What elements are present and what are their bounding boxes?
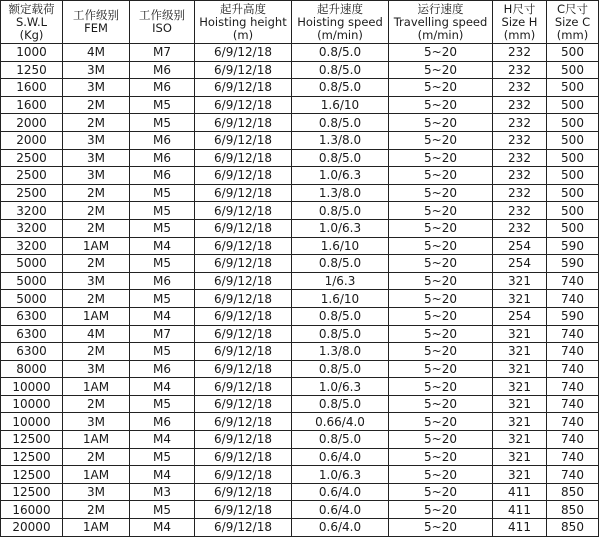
cell-fem: 1AM: [63, 378, 130, 396]
cell-swl: 3200: [1, 202, 63, 220]
cell-iso: M5: [130, 96, 195, 114]
cell-fem: 1AM: [63, 519, 130, 537]
table-row: [1, 360, 599, 378]
cell-size-c: 590: [547, 237, 599, 255]
cell-hoisting-height: 6/9/12/18: [195, 501, 292, 519]
cell-travelling-speed: 5~20: [389, 519, 493, 537]
cell-iso: M6: [130, 360, 195, 378]
cell-swl: 10000: [1, 413, 63, 431]
cell-fem: 3M: [63, 167, 130, 185]
cell-swl: 2000: [1, 131, 63, 149]
cell-swl: 20000: [1, 519, 63, 537]
cell-hoisting-speed: 1.3/8.0: [292, 131, 389, 149]
header-hoisting-height: [195, 1, 292, 44]
cell-swl: 12500: [1, 448, 63, 466]
cell-size-h: 254: [493, 307, 547, 325]
cell-fem: 4M: [63, 325, 130, 343]
cell-iso: M5: [130, 255, 195, 273]
header-hoisting-height-en: Hoisting height: [199, 14, 287, 29]
cell-hoisting-height: 6/9/12/18: [195, 237, 292, 255]
cell-iso: M5: [130, 290, 195, 308]
cell-hoisting-height: 6/9/12/18: [195, 360, 292, 378]
cell-size-c: 500: [547, 61, 599, 79]
cell-travelling-speed: 5~20: [389, 290, 493, 308]
cell-iso: M6: [130, 167, 195, 185]
cell-iso: M5: [130, 448, 195, 466]
cell-size-c: 500: [547, 131, 599, 149]
cell-fem: 3M: [63, 131, 130, 149]
cell-size-c: 590: [547, 307, 599, 325]
cell-fem: 2M: [63, 448, 130, 466]
cell-size-h: 321: [493, 360, 547, 378]
header-row: [1, 1, 599, 44]
cell-size-c: 500: [547, 202, 599, 220]
cell-hoisting-speed: 0.8/5.0: [292, 360, 389, 378]
header-swl-en: S.W.L: [15, 14, 48, 29]
cell-travelling-speed: 5~20: [389, 131, 493, 149]
cell-size-h: 232: [493, 219, 547, 237]
cell-fem: 3M: [63, 61, 130, 79]
cell-size-c: 740: [547, 466, 599, 484]
cell-fem: 4M: [63, 44, 130, 62]
cell-iso: M7: [130, 44, 195, 62]
header-travelling-speed-en: Travelling speed: [393, 14, 488, 29]
cell-size-h: 232: [493, 79, 547, 97]
cell-size-c: 590: [547, 255, 599, 273]
table-row: [1, 131, 599, 149]
cell-travelling-speed: 5~20: [389, 255, 493, 273]
cell-travelling-speed: 5~20: [389, 114, 493, 132]
cell-size-h: 232: [493, 114, 547, 132]
cell-iso: M4: [130, 519, 195, 537]
header-size-c-en: Size C: [554, 14, 591, 29]
cell-size-c: 500: [547, 79, 599, 97]
cell-travelling-speed: 5~20: [389, 272, 493, 290]
cell-swl: 1600: [1, 79, 63, 97]
table-row: [1, 378, 599, 396]
header-size-h: [493, 1, 547, 44]
table-row: [1, 44, 599, 62]
cell-size-h: 321: [493, 272, 547, 290]
cell-hoisting-height: 6/9/12/18: [195, 325, 292, 343]
cell-hoisting-speed: 0.8/5.0: [292, 202, 389, 220]
cell-size-h: 232: [493, 131, 547, 149]
cell-swl: 12500: [1, 431, 63, 449]
cell-iso: M5: [130, 501, 195, 519]
cell-size-h: 321: [493, 431, 547, 449]
cell-travelling-speed: 5~20: [389, 61, 493, 79]
cell-travelling-speed: 5~20: [389, 466, 493, 484]
cell-swl: 8000: [1, 360, 63, 378]
header-swl-cn: 额定载荷: [8, 1, 55, 16]
cell-hoisting-speed: 0.8/5.0: [292, 61, 389, 79]
table-row: [1, 395, 599, 413]
cell-iso: M4: [130, 307, 195, 325]
cell-size-c: 740: [547, 325, 599, 343]
cell-fem: 2M: [63, 184, 130, 202]
cell-swl: 2500: [1, 149, 63, 167]
cell-size-c: 740: [547, 378, 599, 396]
cell-hoisting-speed: 0.6/4.0: [292, 501, 389, 519]
cell-hoisting-height: 6/9/12/18: [195, 61, 292, 79]
cell-travelling-speed: 5~20: [389, 448, 493, 466]
cell-travelling-speed: 5~20: [389, 395, 493, 413]
cell-size-c: 740: [547, 272, 599, 290]
cell-size-h: 232: [493, 184, 547, 202]
cell-iso: M5: [130, 219, 195, 237]
cell-hoisting-height: 6/9/12/18: [195, 114, 292, 132]
header-hoisting-speed-en: Hoisting speed: [297, 14, 383, 29]
header-size-h-unit: (mm): [503, 27, 536, 42]
cell-travelling-speed: 5~20: [389, 202, 493, 220]
cell-travelling-speed: 5~20: [389, 501, 493, 519]
cell-size-c: 500: [547, 44, 599, 62]
cell-iso: M6: [130, 79, 195, 97]
cell-hoisting-height: 6/9/12/18: [195, 343, 292, 361]
header-hoisting-speed: [292, 1, 389, 44]
cell-travelling-speed: 5~20: [389, 431, 493, 449]
cell-swl: 10000: [1, 395, 63, 413]
cell-hoisting-speed: 0.6/4.0: [292, 448, 389, 466]
cell-hoisting-speed: 0.8/5.0: [292, 114, 389, 132]
cell-size-c: 500: [547, 184, 599, 202]
cell-hoisting-height: 6/9/12/18: [195, 44, 292, 62]
cell-iso: M6: [130, 413, 195, 431]
cell-swl: 3200: [1, 219, 63, 237]
cell-swl: 5000: [1, 272, 63, 290]
table-row: [1, 501, 599, 519]
header-size-c: [547, 1, 599, 44]
table-row: [1, 61, 599, 79]
cell-swl: 2000: [1, 114, 63, 132]
cell-size-h: 411: [493, 519, 547, 537]
cell-hoisting-speed: 0.8/5.0: [292, 79, 389, 97]
table-row: [1, 413, 599, 431]
cell-size-h: 254: [493, 255, 547, 273]
cell-size-c: 740: [547, 360, 599, 378]
cell-size-h: 321: [493, 448, 547, 466]
cell-iso: M6: [130, 61, 195, 79]
cell-fem: 2M: [63, 114, 130, 132]
cell-travelling-speed: 5~20: [389, 219, 493, 237]
cell-fem: 2M: [63, 395, 130, 413]
cell-travelling-speed: 5~20: [389, 149, 493, 167]
header-size-h-cn: H尺寸: [503, 1, 536, 16]
table-row: [1, 343, 599, 361]
table-row: [1, 307, 599, 325]
cell-size-c: 740: [547, 290, 599, 308]
cell-hoisting-speed: 0.8/5.0: [292, 149, 389, 167]
cell-hoisting-speed: 0.6/4.0: [292, 483, 389, 501]
cell-iso: M4: [130, 378, 195, 396]
header-hoisting-speed-unit: (m/min): [317, 27, 363, 42]
cell-swl: 2500: [1, 184, 63, 202]
cell-swl: 1600: [1, 96, 63, 114]
cell-swl: 5000: [1, 255, 63, 273]
cell-size-c: 850: [547, 483, 599, 501]
cell-iso: M5: [130, 114, 195, 132]
cell-swl: 12500: [1, 483, 63, 501]
cell-size-h: 232: [493, 44, 547, 62]
cell-hoisting-speed: 1.0/6.3: [292, 378, 389, 396]
cell-hoisting-speed: 0.8/5.0: [292, 255, 389, 273]
table-row: [1, 114, 599, 132]
cell-fem: 3M: [63, 483, 130, 501]
cell-hoisting-speed: 1.0/6.3: [292, 219, 389, 237]
header-swl-unit: (Kg): [19, 27, 44, 42]
cell-hoisting-speed: 1/6.3: [292, 272, 389, 290]
cell-travelling-speed: 5~20: [389, 237, 493, 255]
cell-swl: 1250: [1, 61, 63, 79]
cell-hoisting-height: 6/9/12/18: [195, 202, 292, 220]
cell-travelling-speed: 5~20: [389, 483, 493, 501]
cell-hoisting-speed: 1.3/8.0: [292, 184, 389, 202]
cell-size-c: 500: [547, 114, 599, 132]
cell-hoisting-speed: 1.0/6.3: [292, 466, 389, 484]
cell-travelling-speed: 5~20: [389, 307, 493, 325]
header-travelling-speed-unit: (m/min): [417, 27, 464, 42]
cell-size-c: 740: [547, 395, 599, 413]
cell-size-h: 321: [493, 395, 547, 413]
cell-size-c: 500: [547, 96, 599, 114]
cell-size-c: 740: [547, 431, 599, 449]
cell-fem: 3M: [63, 272, 130, 290]
cell-size-h: 254: [493, 237, 547, 255]
cell-fem: 2M: [63, 255, 130, 273]
cell-travelling-speed: 5~20: [389, 343, 493, 361]
cell-iso: M7: [130, 325, 195, 343]
table-row: [1, 96, 599, 114]
cell-fem: 3M: [63, 79, 130, 97]
cell-hoisting-height: 6/9/12/18: [195, 219, 292, 237]
cell-hoisting-speed: 0.8/5.0: [292, 431, 389, 449]
cell-hoisting-height: 6/9/12/18: [195, 378, 292, 396]
cell-size-c: 740: [547, 413, 599, 431]
cell-swl: 16000: [1, 501, 63, 519]
cell-fem: 2M: [63, 290, 130, 308]
header-hoisting-height-cn: 起升高度: [220, 1, 266, 16]
header-iso-cn: 工作级别: [139, 8, 185, 22]
cell-swl: 10000: [1, 378, 63, 396]
cell-size-h: 321: [493, 378, 547, 396]
cell-iso: M4: [130, 466, 195, 484]
cell-hoisting-height: 6/9/12/18: [195, 483, 292, 501]
cell-hoisting-height: 6/9/12/18: [195, 79, 292, 97]
cell-size-h: 321: [493, 325, 547, 343]
header-fem: [63, 1, 130, 44]
cell-hoisting-height: 6/9/12/18: [195, 290, 292, 308]
cell-hoisting-height: 6/9/12/18: [195, 519, 292, 537]
cell-size-c: 500: [547, 149, 599, 167]
table-row: [1, 466, 599, 484]
table-body: [1, 44, 599, 537]
header-hoisting-speed-cn: 起升速度: [317, 1, 363, 16]
cell-fem: 1AM: [63, 466, 130, 484]
table-row: [1, 79, 599, 97]
cell-iso: M6: [130, 131, 195, 149]
table-row: [1, 448, 599, 466]
cell-swl: 12500: [1, 466, 63, 484]
cell-hoisting-speed: 1.6/10: [292, 96, 389, 114]
cell-hoisting-height: 6/9/12/18: [195, 272, 292, 290]
cell-fem: 3M: [63, 413, 130, 431]
header-swl: [1, 1, 63, 44]
cell-travelling-speed: 5~20: [389, 184, 493, 202]
table-row: [1, 483, 599, 501]
cell-travelling-speed: 5~20: [389, 325, 493, 343]
cell-fem: 3M: [63, 149, 130, 167]
table-row: [1, 272, 599, 290]
header-hoisting-height-unit: (m): [232, 27, 254, 42]
cell-size-h: 411: [493, 501, 547, 519]
cell-iso: M6: [130, 149, 195, 167]
cell-fem: 2M: [63, 343, 130, 361]
cell-hoisting-height: 6/9/12/18: [195, 431, 292, 449]
cell-hoisting-height: 6/9/12/18: [195, 466, 292, 484]
cell-size-c: 500: [547, 219, 599, 237]
cell-hoisting-speed: 0.66/4.0: [292, 413, 389, 431]
cell-size-h: 321: [493, 466, 547, 484]
cell-hoisting-speed: 0.8/5.0: [292, 325, 389, 343]
header-fem-cn: 工作级别: [73, 8, 119, 22]
header-iso-en: ISO: [152, 21, 172, 35]
cell-iso: M3: [130, 483, 195, 501]
cell-swl: 6300: [1, 325, 63, 343]
cell-travelling-speed: 5~20: [389, 44, 493, 62]
cell-hoisting-height: 6/9/12/18: [195, 96, 292, 114]
cell-fem: 2M: [63, 96, 130, 114]
table-row: [1, 237, 599, 255]
cell-size-c: 740: [547, 448, 599, 466]
cell-swl: 6300: [1, 343, 63, 361]
cell-travelling-speed: 5~20: [389, 413, 493, 431]
cell-iso: M4: [130, 237, 195, 255]
cell-travelling-speed: 5~20: [389, 360, 493, 378]
cell-hoisting-height: 6/9/12/18: [195, 255, 292, 273]
cell-fem: 3M: [63, 360, 130, 378]
table-row: [1, 519, 599, 537]
table-row: [1, 167, 599, 185]
cell-iso: M5: [130, 202, 195, 220]
table-row: [1, 149, 599, 167]
cell-fem: 2M: [63, 219, 130, 237]
cell-hoisting-height: 6/9/12/18: [195, 184, 292, 202]
cell-fem: 2M: [63, 202, 130, 220]
cell-fem: 1AM: [63, 307, 130, 325]
cell-travelling-speed: 5~20: [389, 96, 493, 114]
cell-hoisting-height: 6/9/12/18: [195, 307, 292, 325]
cell-hoisting-speed: 1.3/8.0: [292, 343, 389, 361]
cell-iso: M5: [130, 184, 195, 202]
cell-size-h: 232: [493, 167, 547, 185]
cell-travelling-speed: 5~20: [389, 378, 493, 396]
cell-iso: M4: [130, 431, 195, 449]
cell-hoisting-speed: 1.0/6.3: [292, 167, 389, 185]
cell-size-c: 500: [547, 167, 599, 185]
header-size-c-cn: C尺寸: [556, 1, 589, 16]
cell-size-h: 321: [493, 290, 547, 308]
cell-swl: 3200: [1, 237, 63, 255]
cell-iso: M5: [130, 343, 195, 361]
header-size-h-en: Size H: [501, 14, 538, 29]
cell-iso: M5: [130, 395, 195, 413]
cell-size-c: 740: [547, 343, 599, 361]
cell-hoisting-height: 6/9/12/18: [195, 448, 292, 466]
cell-size-h: 411: [493, 483, 547, 501]
cell-size-h: 232: [493, 202, 547, 220]
cell-fem: 1AM: [63, 431, 130, 449]
table-row: [1, 202, 599, 220]
cell-hoisting-height: 6/9/12/18: [195, 149, 292, 167]
cell-fem: 1AM: [63, 237, 130, 255]
table-row: [1, 219, 599, 237]
cell-hoisting-speed: 0.8/5.0: [292, 307, 389, 325]
header-travelling-speed: [389, 1, 493, 44]
table-row: [1, 255, 599, 273]
cell-swl: 5000: [1, 290, 63, 308]
cell-size-c: 850: [547, 501, 599, 519]
cell-size-h: 321: [493, 343, 547, 361]
header-size-c-unit: (mm): [556, 27, 589, 42]
cell-hoisting-speed: 1.6/10: [292, 290, 389, 308]
cell-iso: M6: [130, 272, 195, 290]
cell-swl: 6300: [1, 307, 63, 325]
header-iso: [130, 1, 195, 44]
cell-hoisting-height: 6/9/12/18: [195, 131, 292, 149]
cell-size-h: 232: [493, 149, 547, 167]
cell-travelling-speed: 5~20: [389, 167, 493, 185]
header-travelling-speed-cn: 运行速度: [417, 1, 464, 16]
cell-size-h: 232: [493, 61, 547, 79]
cell-hoisting-height: 6/9/12/18: [195, 395, 292, 413]
cell-hoisting-height: 6/9/12/18: [195, 413, 292, 431]
cell-hoisting-speed: 0.8/5.0: [292, 395, 389, 413]
cell-hoisting-speed: 1.6/10: [292, 237, 389, 255]
cell-swl: 1000: [1, 44, 63, 62]
table-row: [1, 325, 599, 343]
cell-size-c: 850: [547, 519, 599, 537]
cell-size-h: 321: [493, 413, 547, 431]
cell-hoisting-speed: 0.6/4.0: [292, 519, 389, 537]
table-row: [1, 184, 599, 202]
cell-travelling-speed: 5~20: [389, 79, 493, 97]
table-row: [1, 290, 599, 308]
cell-fem: 2M: [63, 501, 130, 519]
cell-swl: 2500: [1, 167, 63, 185]
header-fem-en: FEM: [84, 21, 108, 35]
table-row: [1, 431, 599, 449]
cell-size-h: 232: [493, 96, 547, 114]
cell-hoisting-speed: 0.8/5.0: [292, 44, 389, 62]
cell-hoisting-height: 6/9/12/18: [195, 167, 292, 185]
